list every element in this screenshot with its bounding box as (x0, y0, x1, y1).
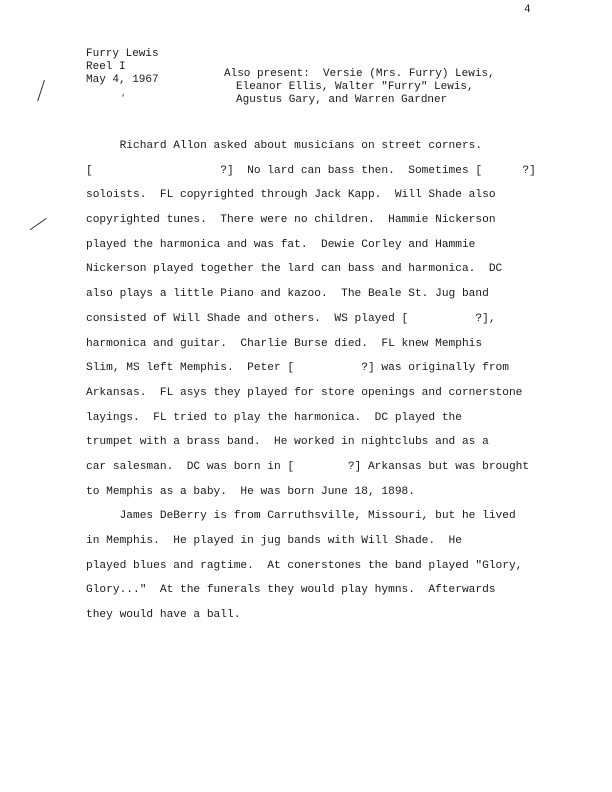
body-line: Slim, MS left Memphis. Peter [ ?] was originally from (86, 362, 509, 375)
body-line: Nickerson played together the lard can bass and harmonica. DC (86, 263, 503, 276)
interviewee-name: Furry Lewis (86, 48, 159, 60)
body-line: copyrighted tunes. There were no children. Hammie Nickerson (86, 214, 496, 227)
body-line: consisted of Will Shade and others. WS played [ ?], (86, 312, 496, 325)
body-line: James DeBerry is from Carruthsville, Missouri, but he lived (86, 510, 516, 523)
body-line: played the harmonica and was fat. Dewie Corley and Hammie (86, 238, 476, 251)
body-line: [ ?] No lard can bass then. Sometimes [ ?] (86, 164, 536, 177)
body-line: harmonica and guitar. Charlie Burse died. FL knew Memphis (86, 337, 483, 350)
body-line: to Memphis as a baby. He was born June 18, 1898. (86, 485, 415, 498)
transcript-header (86, 48, 236, 87)
also-present-line: Eleanor Ellis, Walter "Furry" Lewis, (236, 81, 474, 93)
body-line: they would have a ball. (86, 609, 241, 622)
body-line: Richard Allon asked about musicians on street corners. (86, 140, 483, 152)
reel-label: Reel I (86, 61, 126, 73)
body-line: layings. FL tried to play the harmonica. DC played the (86, 411, 462, 424)
margin-pencil-tick: ‘ (120, 94, 127, 105)
body-line: played blues and ragtime. At conerstones the band played "Glory, (86, 559, 523, 572)
transcript-body (86, 134, 566, 628)
body-line: Glory..." At the funerals they would play hymns. Afterwards (86, 584, 496, 597)
body-line: in Memphis. He played in jug bands with Will Shade. He (86, 535, 462, 547)
page-number: 4 (524, 4, 531, 16)
also-present-label: Also present: (224, 68, 310, 80)
also-present-line: Versie (Mrs. Furry) Lewis, (323, 68, 495, 80)
body-line: car salesman. DC was born in [ ?] Arkansas but was brought (86, 460, 530, 473)
also-present-line: Agustus Gary, and Warren Gardner (236, 94, 448, 106)
also-present-block (224, 68, 524, 107)
body-line: trumpet with a brass band. He worked in nightclubs and as a (86, 436, 489, 449)
margin-pencil-mark (37, 80, 45, 101)
interview-date: May 4, 1967 (86, 74, 159, 86)
body-line: also plays a little Piano and kazoo. The Beale St. Jug band (86, 288, 489, 301)
margin-pencil-mark (30, 218, 47, 230)
body-line: Arkansas. FL asys they played for store openings and cornerstone (86, 386, 523, 399)
body-line: soloists. FL copyrighted through Jack Kapp. Will Shade also (86, 189, 496, 202)
